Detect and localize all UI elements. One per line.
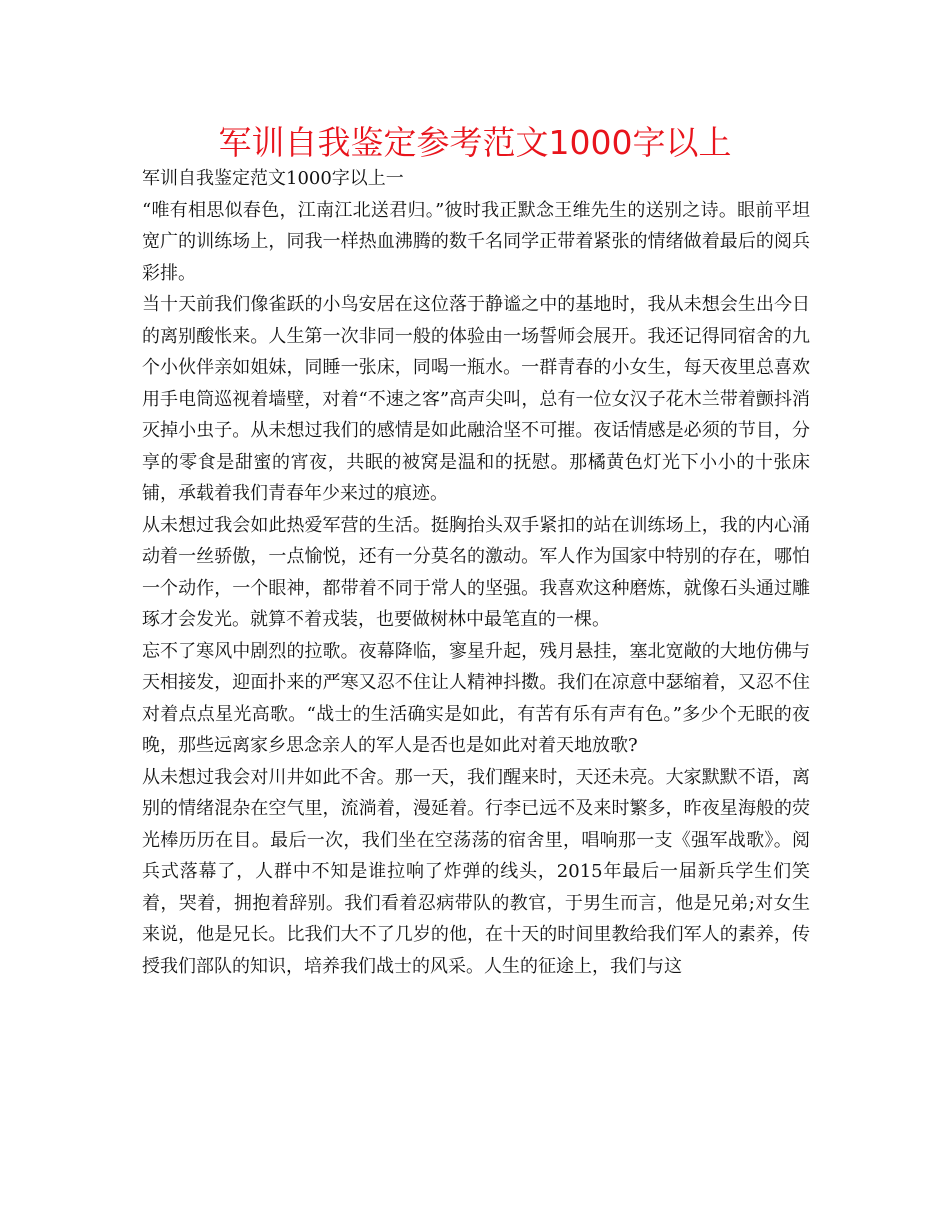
- paragraph-1: “唯有相思似春色，江南江北送君归。”彼时我正默念王维先生的送别之诗。眼前平坦宽广的训练场上，同我一样热血沸腾的数千名同学正带着紧张的情绪做着最后的阅兵彩排。: [142, 199, 810, 284]
- document-body: [142, 163, 810, 982]
- paragraph-2: 当十天前我们像雀跃的小鸟安居在这位落于静谧之中的基地时，我从未想会生出今日的离别酸怅来。人生第一次非同一般的体验由一场誓师会展开。我还记得同宿舍的九个小伙伴亲如姐妹，同睡一张床，同喝一瓶水。一群青春的小女生，每天夜里总喜欢用手电筒巡视着墙壁，对着“不速之客”高声尖叫，总有一位女汉子花木兰带着颤抖消灭掉小虫子。从未想过我们的感情是如此融洽坚不可摧。夜话情感是必须的节目，分享的零食是甜蜜的宵夜，共眠的被窝是温和的抚慰。那橘黄色灯光下小小的十张床铺，承载着我们青春年少来过的痕迹。: [142, 294, 810, 504]
- document-title: 军训自我鉴定参考范文1000字以上: [218, 123, 732, 162]
- document-subtitle: 军训自我鉴定范文1000字以上一: [142, 168, 404, 189]
- paragraph-4: 忘不了寒风中剧烈的拉歌。夜幕降临，寥星升起，残月悬挂，塞北宽敞的大地仿佛与天相接发，迎面扑来的严寒又忍不住让人精神抖擞。我们在凉意中瑟缩着，又忍不住对着点点星光高歌。“战士的生活确实是如此，有苦有乐有声有色。”多少个无眠的夜晚，那些远离家乡思念亲人的军人是否也是如此对着天地放歌?: [142, 640, 810, 756]
- paragraph-5: 从未想过我会对川井如此不舍。那一天，我们醒来时，天还未亮。大家默默不语，离别的情绪混杂在空气里，流淌着，漫延着。行李已远不及来时繁多，昨夜星海般的荧光棒历历在目。最后一次，我们坐在空荡荡的宿舍里，唱响那一支《强军战歌》。阅兵式落幕了，人群中不知是谁拉响了炸弹的线头，2015年最后一届新兵学生们笑着，哭着，拥抱着辞别。我们看着忍病带队的教官，于男生而言，他是兄弟;对女生来说，他是兄长。比我们大不了几岁的他，在十天的时间里教给我们军人的素养，传授我们部队的知识，培养我们战士的风采。人生的征途上，我们与这: [142, 766, 810, 977]
- paragraph-3: 从未想过我会如此热爱军营的生活。挺胸抬头双手紧扣的站在训练场上，我的内心涌动着一丝骄傲，一点愉悦，还有一分莫名的激动。军人作为国家中特别的存在，哪怕一个动作，一个眼神，都带着不同于常人的坚强。我喜欢这种磨炼，就像石头通过雕琢才会发光。就算不着戎装，也要做树林中最笔直的一棵。: [142, 514, 810, 630]
